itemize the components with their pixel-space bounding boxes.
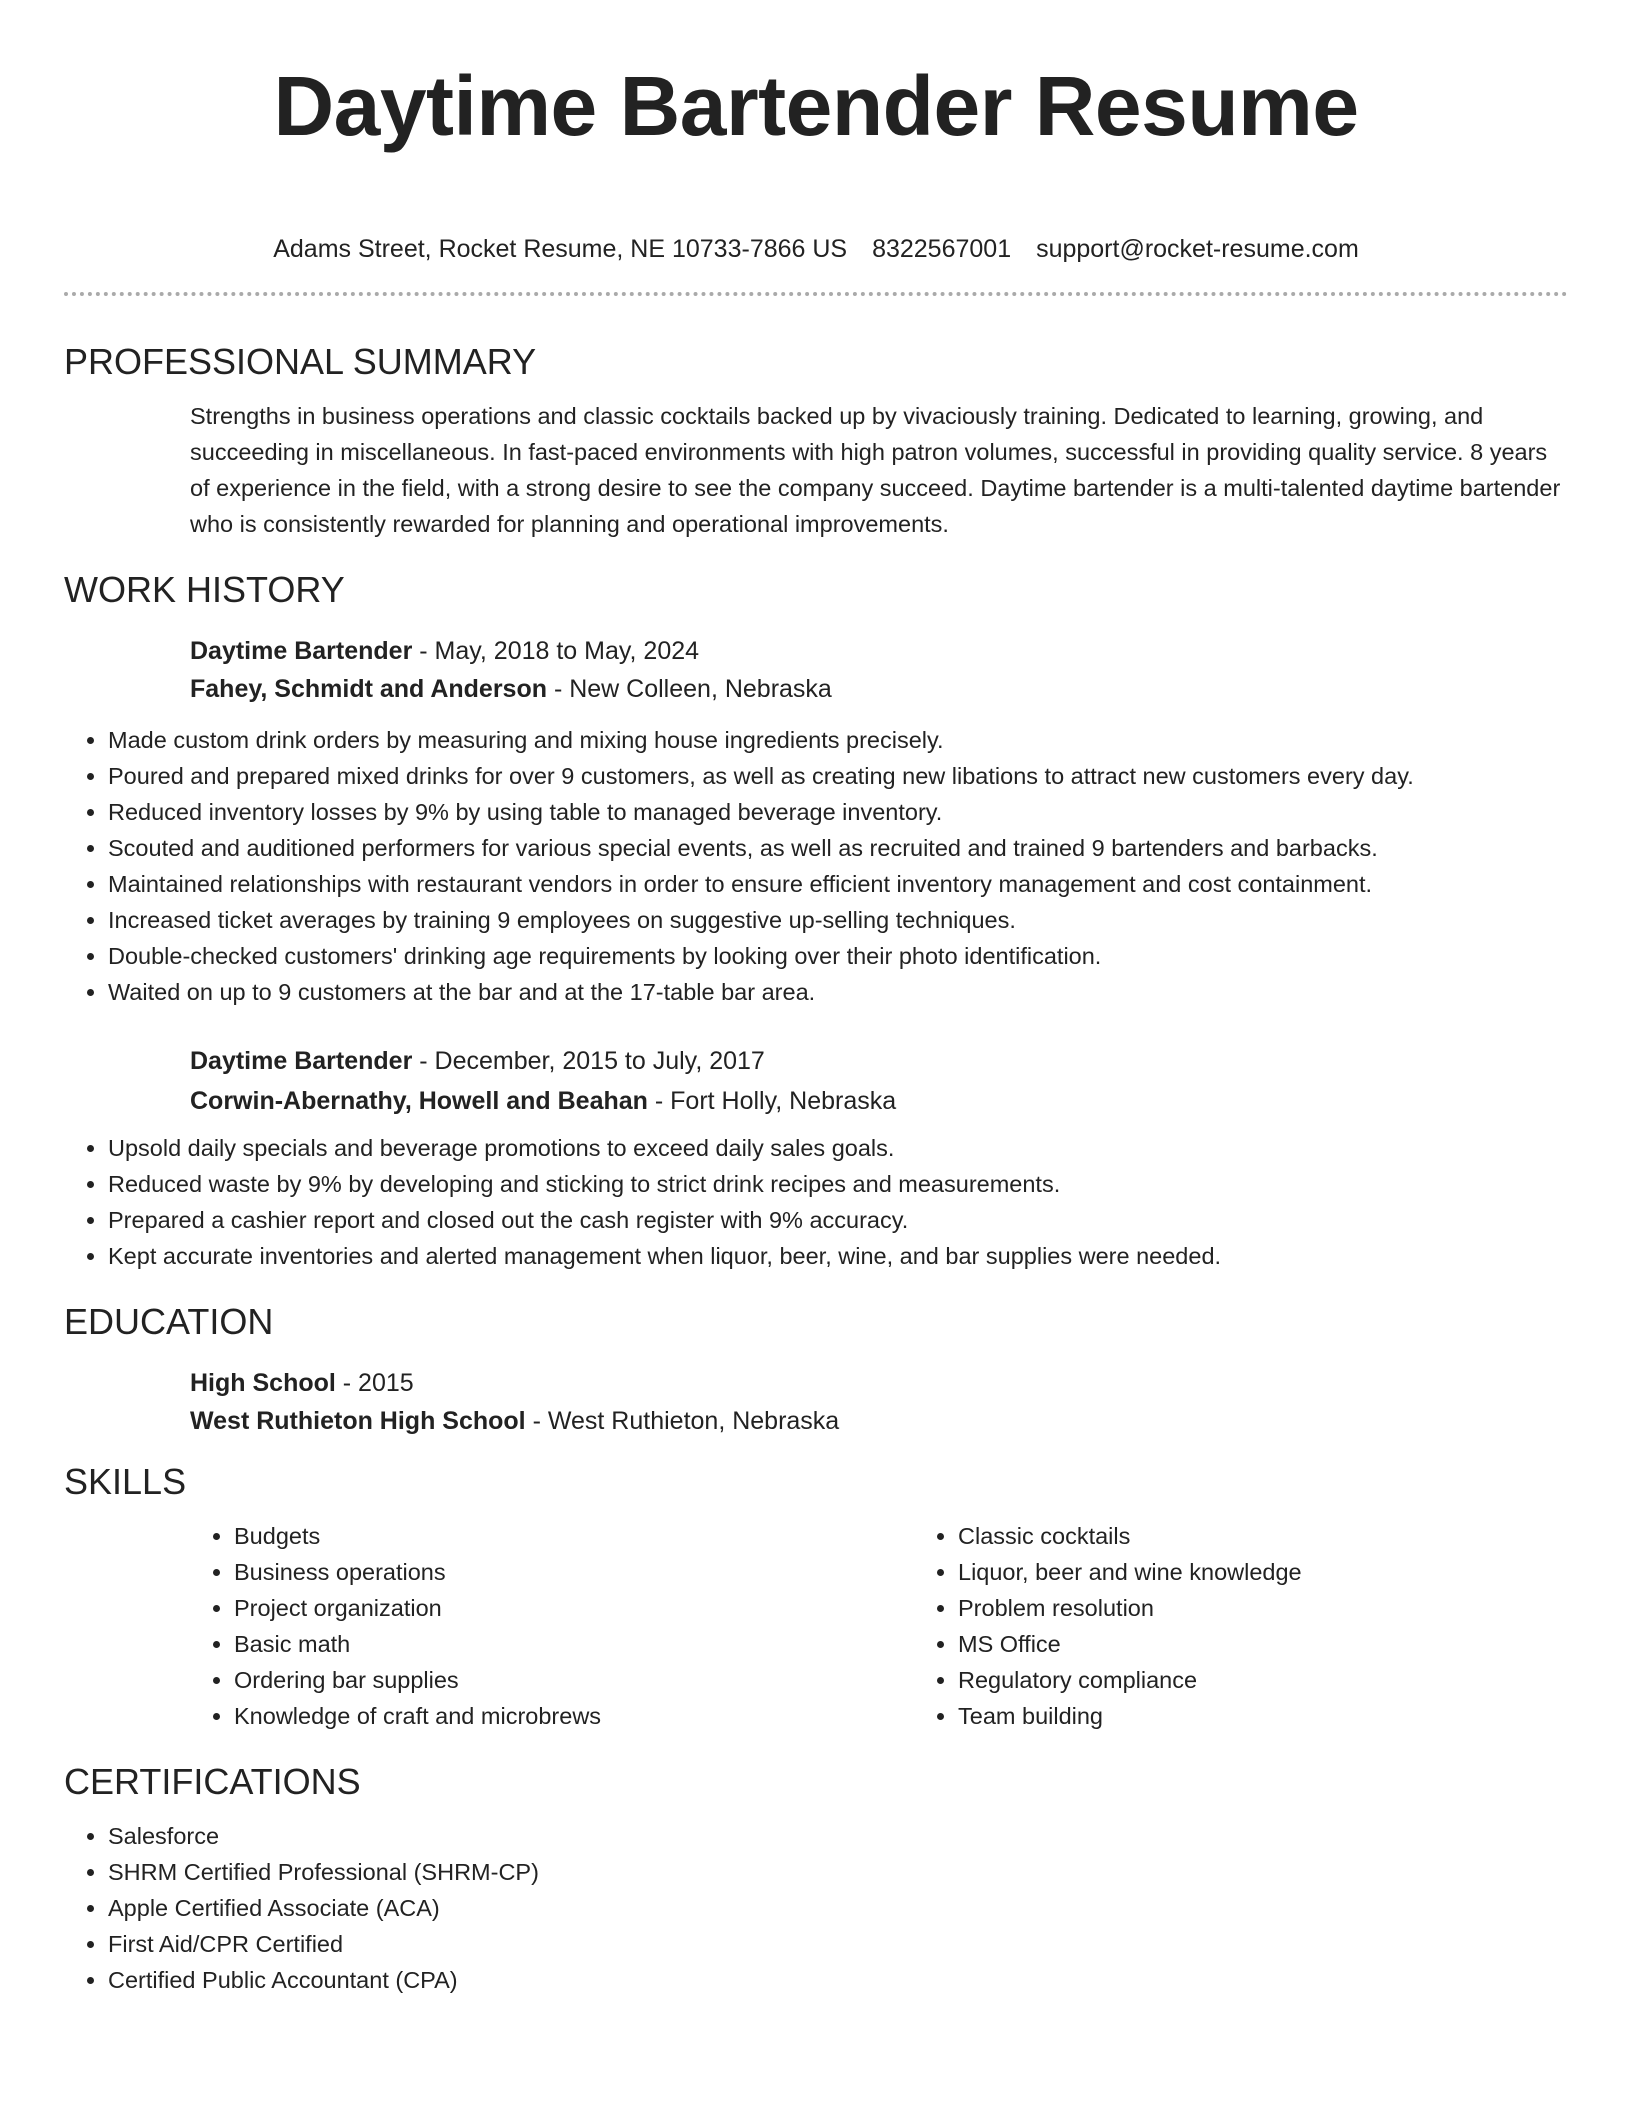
job-bullet: • Waited on up to 9 customers at the bar and at the 17-table bar area. bbox=[108, 974, 1568, 1010]
job-title-line bbox=[190, 1042, 1568, 1080]
job-bullet: • Prepared a cashier report and closed out the cash register with 9% accuracy. bbox=[108, 1202, 1568, 1238]
job-bullet: • Upsold daily specials and beverage promotions to exceed daily sales goals. bbox=[108, 1130, 1568, 1166]
contact-phone: 8322567001 bbox=[872, 235, 1012, 263]
job-location: - Fort Holly, Nebraska bbox=[647, 1087, 897, 1115]
skill-item: • MS Office bbox=[958, 1626, 1632, 1662]
skill-item: • Classic cocktails bbox=[958, 1518, 1632, 1554]
job-entry bbox=[190, 1042, 1568, 1120]
section-title-work-history: WORK HISTORY bbox=[64, 569, 345, 610]
section-title-summary: PROFESSIONAL SUMMARY bbox=[64, 341, 537, 382]
certifications-list bbox=[64, 1818, 1568, 1998]
education-degree-line bbox=[190, 1364, 1568, 1402]
job-title: Daytime Bartender bbox=[190, 1047, 413, 1075]
job-bullet: • Made custom drink orders by measuring and mixing house ingredients precisely. bbox=[108, 722, 1568, 758]
job-entry bbox=[190, 632, 1568, 708]
certification-item: • First Aid/CPR Certified bbox=[108, 1926, 1568, 1962]
contact-line bbox=[64, 232, 1568, 266]
job-title: Daytime Bartender bbox=[190, 637, 413, 665]
skills-grid bbox=[190, 1504, 1568, 1734]
job-dates: - May, 2018 to May, 2024 bbox=[412, 637, 700, 665]
certification-item: • Salesforce bbox=[108, 1818, 1568, 1854]
skill-item: • Team building bbox=[958, 1698, 1632, 1734]
job-company: Fahey, Schmidt and Anderson bbox=[190, 675, 547, 703]
skill-item: • Business operations bbox=[234, 1554, 914, 1590]
job-bullets bbox=[64, 1130, 1568, 1274]
job-bullet: • Double-checked customers' drinking age requirements by looking over their photo identification. bbox=[108, 938, 1568, 974]
job-bullet: • Increased ticket averages by training 9 employees on suggestive up-selling techniques. bbox=[108, 902, 1568, 938]
job-company-line bbox=[190, 1082, 1568, 1120]
education-entry bbox=[190, 1364, 1568, 1440]
contact-address: Adams Street, Rocket Resume, NE 10733-7866 US bbox=[273, 235, 848, 263]
job-title-line bbox=[190, 632, 1568, 670]
job-location: - New Colleen, Nebraska bbox=[547, 675, 832, 703]
skills-list-right bbox=[914, 1518, 1632, 1734]
section-title-education: EDUCATION bbox=[64, 1301, 274, 1342]
education-degree: High School bbox=[190, 1369, 336, 1397]
skill-item: • Ordering bar supplies bbox=[234, 1662, 914, 1698]
contact-email: support@rocket-resume.com bbox=[1036, 235, 1359, 263]
section-title-certifications: CERTIFICATIONS bbox=[64, 1761, 361, 1802]
skill-item: • Project organization bbox=[234, 1590, 914, 1626]
header-divider bbox=[64, 292, 1568, 296]
skill-item: • Regulatory compliance bbox=[958, 1662, 1632, 1698]
certification-item: • Certified Public Accountant (CPA) bbox=[108, 1962, 1568, 1998]
job-company: Corwin-Abernathy, Howell and Beahan bbox=[190, 1087, 648, 1115]
skills-list-left bbox=[190, 1518, 914, 1734]
skill-item: • Liquor, beer and wine knowledge bbox=[958, 1554, 1632, 1590]
job-bullet: • Reduced inventory losses by 9% by using table to managed beverage inventory. bbox=[108, 794, 1568, 830]
job-bullet: • Maintained relationships with restaurant vendors in order to ensure efficient inventory management and cost containment. bbox=[108, 866, 1568, 902]
summary-text: Strengths in business operations and classic cocktails backed up by vivaciously training. Dedicated to learning, growing, and succeeding in miscellaneous. In fast-paced environments with high patron volumes, successful in providing quality service. 8 years of experience in the field, with a strong desire to see the company succeed. Daytime bartender is a multi-talented daytime bartender who is consistently rewarded for planning and operational improvements. bbox=[190, 403, 1561, 537]
job-company-line bbox=[190, 670, 1568, 708]
certification-item: • Apple Certified Associate (ACA) bbox=[108, 1890, 1568, 1926]
job-bullet: • Poured and prepared mixed drinks for over 9 customers, as well as creating new libations to attract new customers every day. bbox=[108, 758, 1568, 794]
job-bullet: • Reduced waste by 9% by developing and sticking to strict drink recipes and measurements. bbox=[108, 1166, 1568, 1202]
resume-title: Daytime Bartender Resume bbox=[273, 59, 1359, 153]
skill-item: • Knowledge of craft and microbrews bbox=[234, 1698, 914, 1734]
section-title-skills: SKILLS bbox=[64, 1461, 187, 1502]
skill-item: • Problem resolution bbox=[958, 1590, 1632, 1626]
job-dates: - December, 2015 to July, 2017 bbox=[412, 1047, 765, 1075]
education-school-line bbox=[190, 1402, 1568, 1440]
skill-item: • Budgets bbox=[234, 1518, 914, 1554]
education-school: West Ruthieton High School bbox=[190, 1407, 526, 1435]
education-year: - 2015 bbox=[335, 1369, 414, 1397]
job-bullets bbox=[64, 722, 1568, 1010]
job-bullet: • Scouted and auditioned performers for various special events, as well as recruited and trained 9 bartenders and barbacks. bbox=[108, 830, 1568, 866]
job-bullet: • Kept accurate inventories and alerted management when liquor, beer, wine, and bar supplies were needed. bbox=[108, 1238, 1568, 1274]
education-location: - West Ruthieton, Nebraska bbox=[525, 1407, 840, 1435]
skill-item: • Basic math bbox=[234, 1626, 914, 1662]
certification-item: • SHRM Certified Professional (SHRM-CP) bbox=[108, 1854, 1568, 1890]
